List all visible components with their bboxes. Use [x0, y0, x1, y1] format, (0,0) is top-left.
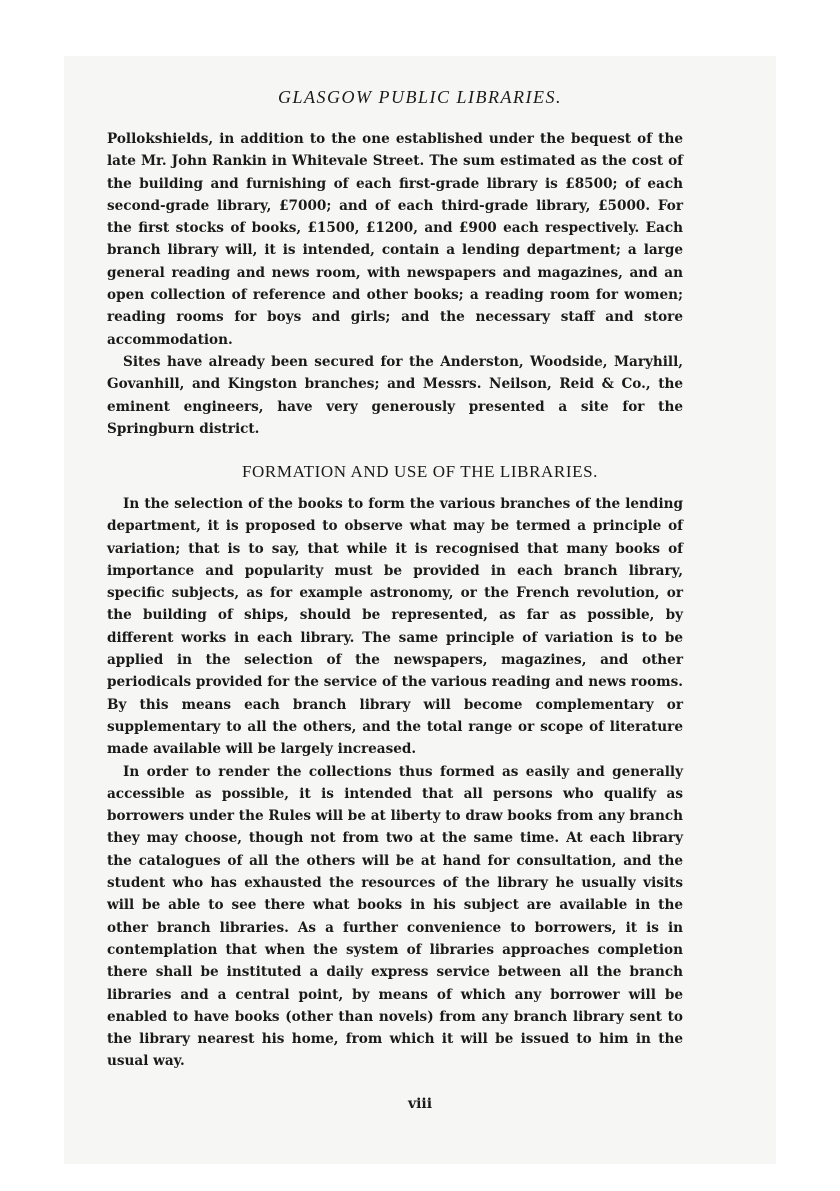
- paragraph-sites: Sites have already been secured for the Anderston, Woodside, Maryhill, Govanhill, and Kingston branches; and Messrs. Neilson, Reid & Co., the eminent engineers, have very generously presented a site for the Springburn district.: [107, 353, 683, 437]
- top-text-block: [107, 128, 683, 440]
- page-number: viii: [407, 1096, 433, 1112]
- paragraph-branch-costs: Pollokshields, in addition to the one established under the bequest of the late Mr. John Rankin in Whitevale Street. The sum estimated as the cost of the building and furnishing of each first-grade library is £8500; of each second-grade library, £7000; and of each third-grade library, £5000. For the first stocks of books, £1500, £1200, and £900 each respectively. Each branch library will, it is intended, contain a lending department; a large general reading and news room, with newspapers and magazines, and an open collection of reference and other books; a reading room for women; reading rooms for boys and girls; and the necessary staff and store accommodation.: [107, 131, 683, 348]
- paragraph-principle-of-variation: In the selection of the books to form the various branches of the lending department, it is proposed to observe what may be termed a principle of variation; that is to say, that while it is recognised that many books of importance and popularity must be provided in each branch library, specific subjects, as for example astronomy, or the French revolution, or the building of ships, should be represented, as far as possible, by different works in each library. The same principle of variation is to be applied in the selection of the newspapers, magazines, and other periodicals provided for the service of the various reading and news rooms. By this means each branch library will become complementary or supplementary to all the others, and the total range or scope of literature made available will be largely increased.: [107, 496, 683, 758]
- bottom-text-block: [107, 493, 683, 1073]
- running-head: GLASGOW PUBLIC LIBRARIES.: [278, 87, 562, 107]
- section-heading: FORMATION AND USE OF THE LIBRARIES.: [242, 462, 598, 481]
- paragraph-borrowing: In order to render the collections thus formed as easily and generally accessible as possible, it is intended that all persons who qualify as borrowers under the Rules will be at liberty to draw books from any branch they may choose, though not from two at the same time. At each library the catalogues of all the others will be at hand for consultation, and the student who has exhausted the resources of the library he usually visits will be able to see there what books in his subject are available in the other branch libraries. As a further convenience to borrowers, it is in contemplation that when the system of libraries approaches completion there shall be instituted a daily express service between all the branch libraries and a central point, by means of which any borrower will be enabled to have books (other than novels) from any branch library sent to the library nearest his home, from which it will be issued to him in the usual way.: [107, 763, 683, 1070]
